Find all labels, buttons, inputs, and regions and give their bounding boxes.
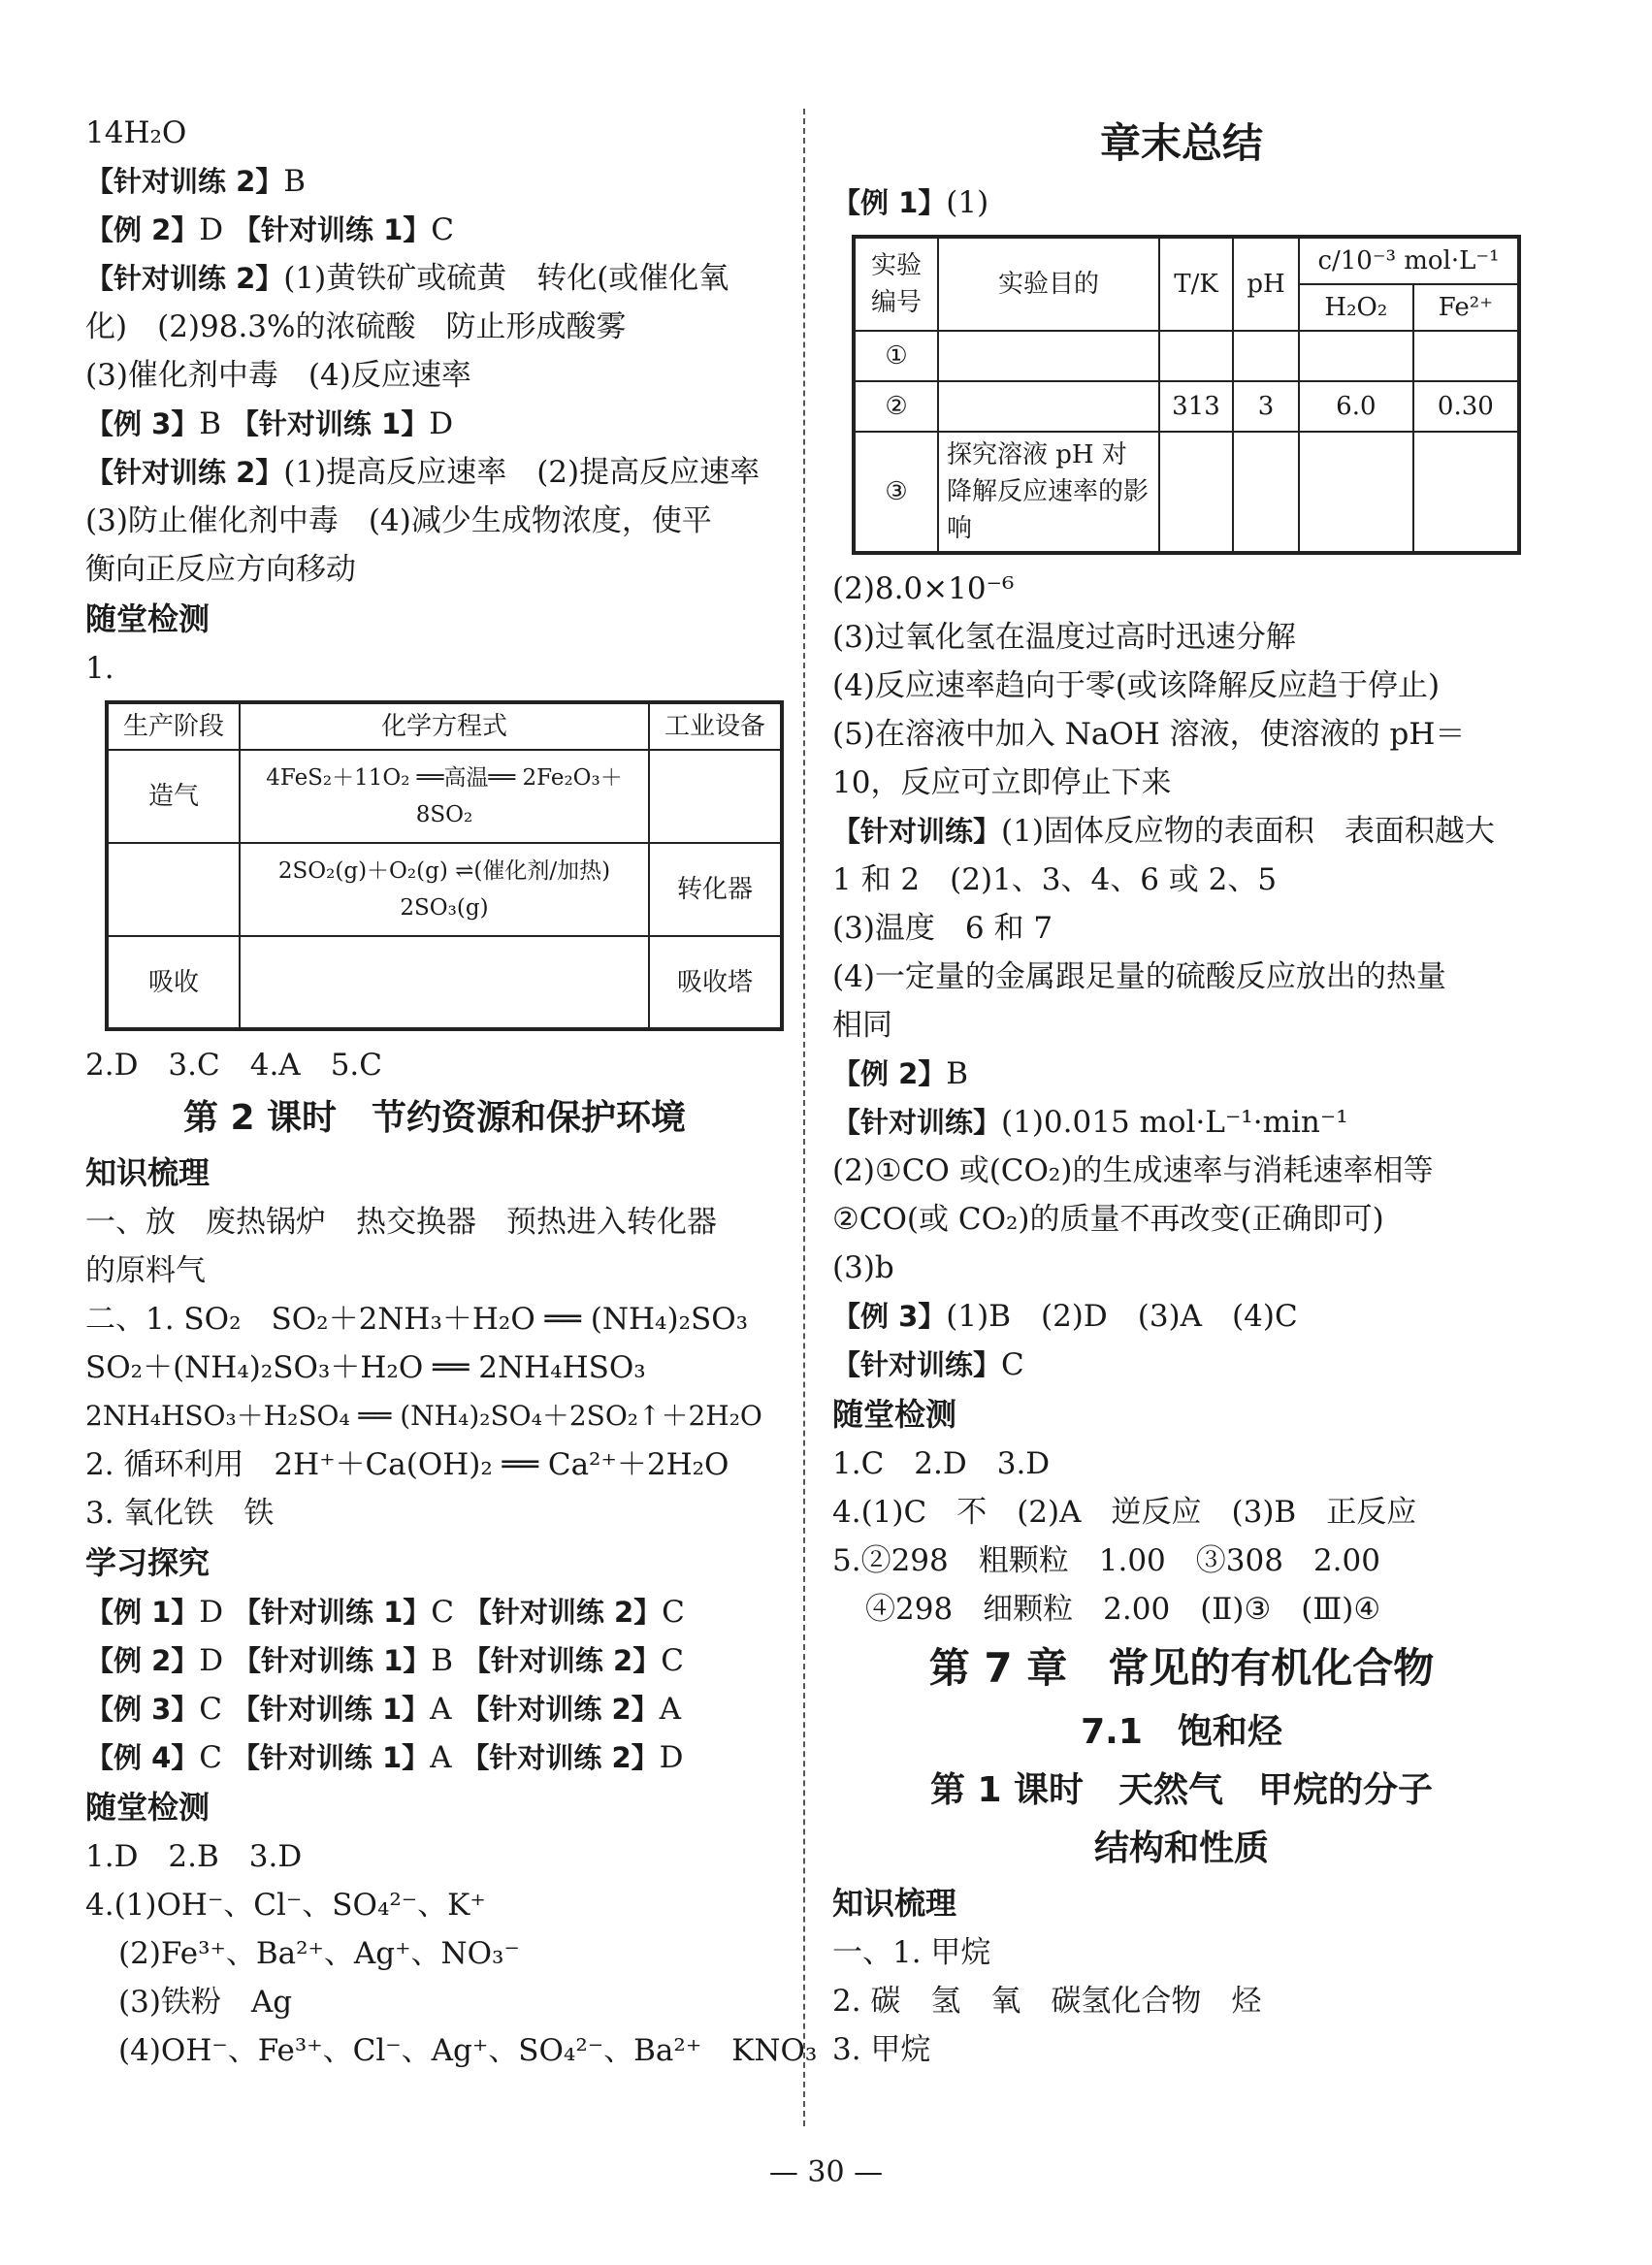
answer-line	[85, 1733, 784, 1782]
table-header: pH	[1233, 237, 1299, 331]
section-title: 7.1 饱和烃	[1081, 1712, 1282, 1752]
label: 【针对训练 1】	[233, 1644, 432, 1677]
answer-line: ④298 细颗粒 2.00 (Ⅱ)③ (Ⅲ)④	[865, 1592, 1381, 1627]
answer-line	[832, 1292, 1531, 1341]
table-cell: 转化器	[649, 843, 782, 936]
label: 【例 2】	[85, 1644, 200, 1677]
text-line: 3. 甲烷	[832, 2032, 931, 2067]
table-cell	[649, 750, 782, 843]
label: 【针对训练】	[832, 1106, 1002, 1139]
table-cell: ③	[854, 432, 938, 553]
equation-line: 二、1. SO₂ SO₂＋2NH₃＋H₂O ══ (NH₄)₂SO₃	[85, 1302, 749, 1337]
table-cell	[1159, 331, 1233, 381]
answer: C	[199, 1740, 232, 1775]
section-heading: 随堂检测	[832, 1396, 957, 1433]
answer-line: 1.C 2.D 3.D	[832, 1446, 1051, 1481]
answer: C	[431, 1595, 464, 1630]
answer-line	[832, 807, 1531, 856]
table-header: 实验编号	[854, 237, 938, 331]
table-cell: 造气	[107, 750, 240, 843]
text-line: (3)b	[832, 1250, 894, 1285]
table-cell: 吸收	[107, 936, 240, 1029]
lesson-title-cont: 结构和性质	[1093, 1828, 1269, 1868]
table-cell	[1233, 432, 1299, 553]
answer: (1)黄铁矿或硫黄 转化(或催化氧	[283, 261, 729, 296]
section-heading: 知识梳理	[832, 1885, 957, 1922]
answer-line: (3)铁粉 Ag	[118, 1985, 293, 2020]
left-column	[85, 109, 818, 2075]
answer-line	[85, 254, 784, 303]
lesson-title: 第 1 课时 天然气 甲烷的分子	[929, 1770, 1434, 1810]
text-line: 一、放 废热锅炉 热交换器 预热进入转化器	[85, 1205, 717, 1240]
table-header: H₂O₂	[1299, 284, 1413, 331]
table-cell: 0.30	[1413, 381, 1519, 432]
answer: B	[946, 1056, 969, 1091]
question-number: 1.	[85, 651, 114, 686]
label: 【例 3】	[85, 407, 200, 440]
table-cell: ②	[854, 381, 938, 432]
label: 【针对训练 1】	[230, 407, 430, 440]
text-line: (3)过氧化氢在温度过高时迅速分解	[832, 620, 1296, 655]
text-line: 衡向正反应方向移动	[85, 552, 356, 587]
table-header: c/10⁻³ mol·L⁻¹	[1299, 237, 1519, 284]
answer: (1)固体反应物的表面积 表面积越大	[1001, 814, 1495, 849]
label: 【针对训练】	[832, 1348, 1002, 1381]
text-line: 化) (2)98.3%的浓硫酸 防止形成酸雾	[85, 309, 627, 344]
label: 【针对训练 2】	[463, 1596, 663, 1629]
answer: D	[199, 212, 233, 247]
label: 【针对训练 2】	[85, 262, 284, 295]
label: 【例 1】	[85, 1596, 200, 1629]
table-cell: 吸收塔	[649, 936, 782, 1029]
text-line: (4)反应速率趋向于零(或该降解反应趋于停止)	[832, 668, 1441, 703]
table-header: 生产阶段	[107, 702, 240, 750]
equation-cell: 4FeS₂＋11O₂ ══高温══ 2Fe₂O₃＋8SO₂	[240, 750, 649, 843]
column-divider	[803, 109, 805, 2126]
table-cell: 6.0	[1299, 381, 1413, 432]
text-line: (2)①CO 或(CO₂)的生成速率与消耗速率相等	[832, 1153, 1434, 1188]
table-header: 工业设备	[649, 702, 782, 750]
text-line: 一、1. 甲烷	[832, 1935, 991, 1970]
answer-line	[832, 178, 1531, 227]
label: 【针对训练 1】	[231, 1693, 431, 1726]
text-line: 1 和 2 (2)1、3、4、6 或 2、5	[832, 862, 1278, 897]
text-line: (3)防止催化剂中毒 (4)减少生成物浓度，使平	[85, 503, 712, 538]
label: 【针对训练 2】	[85, 456, 284, 489]
table-cell: 探究溶液 pH 对降解反应速率的影响	[938, 432, 1159, 553]
answer: A	[430, 1692, 462, 1727]
text-line: 14H₂O	[85, 115, 187, 150]
answer-line	[85, 157, 784, 206]
label: 【针对训练 1】	[233, 1596, 432, 1629]
table-cell	[107, 843, 240, 936]
text-line: (3)温度 6 和 7	[832, 911, 1053, 946]
label: 【针对训练 2】	[85, 165, 284, 198]
section-heading: 随堂检测	[85, 600, 211, 637]
answer: D	[199, 1595, 233, 1630]
table-cell	[1159, 432, 1233, 553]
table-cell	[1299, 432, 1413, 553]
text-line: (2)8.0×10⁻⁶	[832, 571, 1015, 606]
table-header: 实验目的	[938, 237, 1159, 331]
text-line: (5)在溶液中加入 NaOH 溶液，使溶液的 pH＝	[832, 717, 1466, 752]
answer: C	[1001, 1347, 1024, 1382]
answer: D	[659, 1740, 684, 1775]
table-cell: ①	[854, 331, 938, 381]
table-cell	[1413, 432, 1519, 553]
table-cell: 313	[1159, 381, 1233, 432]
text-line: ②CO(或 CO₂)的质量不再改变(正确即可)	[832, 1202, 1384, 1237]
answer-line: 4.(1)OH⁻、Cl⁻、SO₄²⁻、K⁺	[85, 1888, 486, 1923]
answer: A	[659, 1692, 682, 1727]
answer-line	[85, 1588, 784, 1636]
answer: C	[431, 212, 455, 247]
table-header: T/K	[1159, 237, 1233, 331]
table-header: 化学方程式	[240, 702, 649, 750]
table-cell	[240, 936, 649, 1029]
label: 【针对训练 2】	[462, 1644, 662, 1677]
chapter-summary-title: 章末总结	[1099, 119, 1263, 167]
label: 【针对训练 1】	[231, 1741, 431, 1774]
text-line: 3. 氧化铁 铁	[85, 1496, 275, 1531]
section-heading: 学习探究	[85, 1544, 211, 1581]
answer-line: 5.②298 粗颗粒 1.00 ③308 2.00	[832, 1543, 1380, 1578]
answer-line	[85, 1685, 784, 1733]
table-header: Fe²⁺	[1413, 284, 1519, 331]
lesson-title: 第 2 课时 节约资源和保护环境	[182, 1098, 687, 1138]
label: 【例 2】	[85, 213, 200, 246]
equation-line: 2. 循环利用 2H⁺＋Ca(OH)₂ ══ Ca²⁺＋2H₂O	[85, 1447, 729, 1482]
answer: B	[431, 1643, 463, 1678]
answer: A	[430, 1740, 462, 1775]
text-line: (3)催化剂中毒 (4)反应速率	[85, 358, 471, 393]
text-line: 相同	[832, 1008, 892, 1043]
right-column	[832, 109, 1531, 2074]
section-heading: 知识梳理	[85, 1154, 211, 1191]
label: 【例 4】	[85, 1741, 200, 1774]
table-cell	[1413, 331, 1519, 381]
equation-cell: 2SO₂(g)＋O₂(g) ⇌(催化剂/加热) 2SO₃(g)	[240, 843, 649, 936]
answer-line	[832, 1050, 1531, 1098]
answer: C	[662, 1595, 685, 1630]
answer: D	[429, 406, 454, 441]
text-line: (4)一定量的金属跟足量的硫酸反应放出的热量	[832, 959, 1446, 994]
answer: (1)	[946, 185, 989, 220]
table-cell	[1233, 331, 1299, 381]
text-line: 的原料气	[85, 1253, 206, 1288]
answer-line: 1.D 2.B 3.D	[85, 1839, 303, 1874]
text-line: 2. 碳 氢 氧 碳氢化合物 烃	[832, 1984, 1262, 2019]
answer-line	[85, 206, 784, 254]
label: 【例 3】	[832, 1300, 947, 1333]
answer-line	[85, 1636, 784, 1685]
label: 【针对训练 1】	[233, 213, 432, 246]
label: 【针对训练 2】	[461, 1741, 660, 1774]
table-cell: 3	[1233, 381, 1299, 432]
equation-line: SO₂＋(NH₄)₂SO₃＋H₂O ══ 2NH₄HSO₃	[85, 1350, 646, 1385]
answer: B	[199, 406, 231, 441]
answer: C	[199, 1692, 232, 1727]
page-number: — 30 —	[768, 2155, 884, 2189]
label: 【例 3】	[85, 1693, 200, 1726]
answer-line	[85, 448, 784, 497]
label: 【例 1】	[832, 186, 947, 219]
answer: C	[661, 1643, 684, 1678]
table-cell	[1299, 331, 1413, 381]
answer: (1)B (2)D (3)A (4)C	[946, 1299, 1298, 1334]
label: 【针对训练 2】	[461, 1693, 660, 1726]
chapter-title: 第 7 章 常见的有机化合物	[928, 1644, 1435, 1692]
answer-line: (2)Fe³⁺、Ba²⁺、Ag⁺、NO₃⁻	[118, 1936, 520, 1971]
answer-line	[85, 400, 784, 448]
experiment-table	[852, 235, 1521, 555]
answer: B	[283, 164, 307, 199]
answer: D	[199, 1643, 233, 1678]
text-line: 10，反应可立即停止下来	[832, 765, 1172, 800]
label: 【针对训练】	[832, 815, 1002, 848]
answer-line	[832, 1098, 1531, 1147]
label: 【例 2】	[832, 1057, 947, 1090]
table-cell	[938, 331, 1159, 381]
answer-line: 4.(1)C 不 (2)A 逆反应 (3)B 正反应	[832, 1495, 1417, 1530]
answer-line	[832, 1341, 1531, 1389]
answer: (1)0.015 mol·L⁻¹·min⁻¹	[1001, 1105, 1348, 1140]
table-cell	[938, 381, 1159, 432]
process-table	[105, 700, 784, 1031]
equation-line: 2NH₄HSO₃＋H₂SO₄ ══ (NH₄)₂SO₄＋2SO₂↑＋2H₂O	[85, 1400, 762, 1432]
answer: (1)提高反应速率 (2)提高反应速率	[283, 455, 761, 490]
answer-line: 2.D 3.C 4.A 5.C	[85, 1048, 382, 1083]
answer-line: (4)OH⁻、Fe³⁺、Cl⁻、Ag⁺、SO₄²⁻、Ba²⁺ KNO₃	[118, 2033, 818, 2068]
section-heading: 随堂检测	[85, 1789, 211, 1826]
